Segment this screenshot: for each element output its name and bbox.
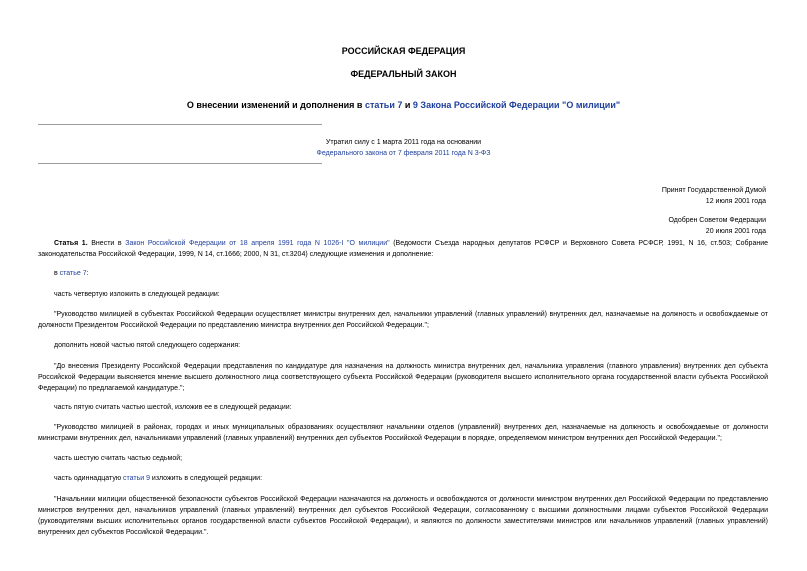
article-9-intro-post: изложить в следующей редакции:: [149, 475, 263, 482]
approved-date: 20 июля 2001 года: [705, 228, 766, 235]
article-7-link[interactable]: статье 7: [59, 270, 87, 277]
article-9-intro-pre: часть одиннадцатую: [54, 475, 124, 482]
repeal-note-line1: Утратил силу с 1 марта 2011 года на основании: [325, 139, 482, 146]
paragraph-part4-text: "Руководство милицией в субъектах Российской Федерации осуществляет министры внутренних дел, начальники управлений (главных управлений) внутренних дел, назначаемые на должность и освобождаемые от должности Президентом Российской Федерации по представлению министра внутренних дел Российской Федерации.";: [38, 311, 768, 329]
adopted-date: 12 июля 2001 года: [705, 198, 766, 205]
title-prefix: О внесении изменений и дополнения в: [186, 100, 365, 110]
country-heading: РОССИЙСКАЯ ФЕДЕРАЦИЯ: [341, 46, 466, 56]
law-link[interactable]: Закон Российской Федерации от 18 апреля 1991 года N 1026-I "О милиции": [125, 240, 390, 247]
adopted-by-duma: Принят Государственной Думой: [661, 187, 766, 194]
paragraph-part5-intro: дополнить новой частью пятой следующего содержания:: [54, 342, 241, 349]
article-7-intro-pre: в: [54, 270, 60, 277]
bottom-divider: [38, 163, 322, 164]
article-1-label: Статья 1.: [54, 240, 88, 247]
article-9-link[interactable]: статьи 9: [123, 475, 150, 482]
paragraph-part7-intro: часть шестую считать частью седьмой;: [54, 455, 183, 462]
article-1-post: (Ведомости Съезда народных депутатов РСФСР и Верховного Совета РСФСР, 1991, N 16, ст.503; Собрание законодательства Российской Федерации, 1999, N 14, ст.1666; 2000, N 31, ст.3204) следующие изменения и дополнение:: [38, 240, 769, 258]
paragraph-part5-text: "До внесения Президенту Российской Федерации представления по кандидатуре для назначения на должность министра внутренних дел, начальника управления (главного управления) внутренних дел субъекта Российской Федерации выясняется мнение высшего должностного лица соответствующего субъекта Российской Федерации (руководителя высшего исполнительного органа государственной власти субъекта Российской Федерации) по предлагаемой кандидатуре.";: [38, 363, 768, 392]
repeal-note-link[interactable]: Федерального закона от 7 февраля 2011 года N 3-ФЗ: [316, 150, 491, 157]
article-1-paragraph: [38, 238, 768, 260]
title-link-article7[interactable]: статьи 7: [364, 100, 403, 110]
article-9-intro: [38, 473, 768, 484]
top-divider: [38, 124, 322, 125]
article-7-intro-post: :: [86, 270, 89, 277]
article-7-intro: [38, 268, 768, 279]
title-link-article9[interactable]: 9 Закона Российской Федерации "О милиции": [412, 100, 621, 110]
paragraph-part4-intro: часть четвертую изложить в следующей редакции:: [54, 291, 220, 298]
title-mid: и: [402, 100, 413, 110]
doc-type-heading: ФЕДЕРАЛЬНЫЙ ЗАКОН: [350, 69, 457, 79]
paragraph-part6-text: "Руководство милицией в районах, городах и иных муниципальных образованиях осуществляют начальники отделов (управлений) внутренних дел, назначаемые на должность и освобождаемые от должности министрами внутренних дел, начальниками управлений (главных управлений) внутренних дел субъектов Российской Федерации в порядке, определяемом министром внутренних дел Российской Федерации.";: [38, 424, 768, 442]
paragraph-article9-text: "Начальники милиции общественной безопасности субъектов Российской Федерации назначаются на должность и освобождаются от должности министром внутренних дел Российской Федерации по представлению министров внутренних дел, начальников управлений (главных управлений) внутренних дел субъектов Российской Федерации, согласованному с высшими должностными лицами субъектов Российской Федерации (руководителями высших исполнительных органов государственной власти субъектов Российской Федерации), и являются по должности заместителями министров или начальников управлений (главных управлений) внутренних дел субъектов Российской Федерации.".: [38, 496, 768, 536]
article-1-pre: Внести в: [87, 240, 126, 247]
document-title: [0, 100, 807, 110]
approved-by-council: Одобрен Советом Федерации: [668, 217, 766, 224]
paragraph-part6-intro: часть пятую считать частью шестой, изложив ее в следующей редакции:: [54, 404, 292, 411]
